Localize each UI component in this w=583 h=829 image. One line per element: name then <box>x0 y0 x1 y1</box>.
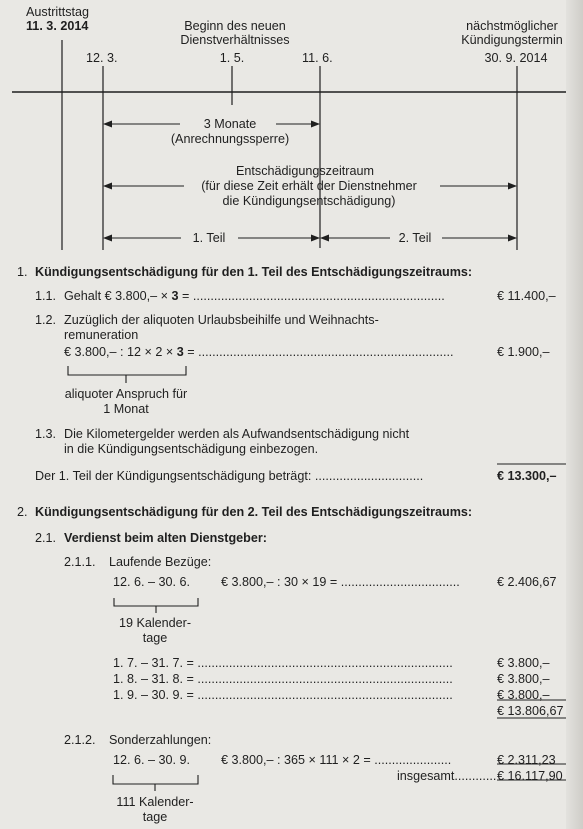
termin-date: 30. 9. 2014 <box>484 51 548 65</box>
mark-12-3: 12. 3. <box>86 51 118 65</box>
s11-number: 1.1. <box>35 289 57 303</box>
row3-value: € 3.800,– <box>497 672 550 686</box>
row5-calc: € 3.800,– : 365 × 111 × 2 = <box>221 753 371 767</box>
total1-value: € 13.300,– <box>497 469 557 483</box>
ez-line-2: (für diese Zeit erhält der Dienstnehmer <box>201 179 417 193</box>
kal19-bracket <box>114 598 198 613</box>
teil-2-label: 2. Teil <box>398 231 432 245</box>
section1-number: 1. <box>17 265 28 279</box>
row1-period: 12. 6. – 30. 6. <box>113 575 191 589</box>
section1-title: Kündigungsentschädigung für den 1. Teil des Entschädigungszeitraums: <box>35 265 473 279</box>
kal19-line-2: tage <box>142 631 168 645</box>
row1-calc-row <box>221 575 460 590</box>
kal111-line-1: 111 Kalender- <box>116 795 194 809</box>
row5-calc-row <box>221 753 451 768</box>
total1-label: Der 1. Teil der Kündigungsentschädigung beträgt: <box>35 469 312 483</box>
termin-label-2: Kündigungstermin <box>461 33 563 47</box>
row4-period: 1. 9. – 30. 9. = <box>113 688 194 702</box>
s12-line-3-pre: € 3.800,– : 12 × 2 × <box>64 345 177 359</box>
s21-title: Verdienst beim alten Dienstgeber: <box>64 531 267 545</box>
s212-title: Sonderzahlungen: <box>109 733 212 747</box>
s11-text-pre: Gehalt € 3.800,– × <box>64 289 172 303</box>
row3-period: 1. 8. – 31. 8. = <box>113 672 194 686</box>
leader-dots: ............ <box>454 769 497 783</box>
termin-label-1: nächstmöglicher <box>466 19 558 33</box>
leader-dots: ...................... <box>374 753 452 767</box>
beginn-label-1: Beginn des neuen <box>184 19 286 33</box>
insgesamt-row <box>397 769 496 784</box>
row5-period: 12. 6. – 30. 9. <box>113 753 191 767</box>
row4-value: € 3.800,– <box>497 688 550 702</box>
mark-11-6: 11. 6. <box>302 51 333 65</box>
row1-value: € 2.406,67 <box>497 575 557 589</box>
aliquot-line-1: aliquoter Anspruch für <box>64 387 188 401</box>
kal111-bracket <box>113 775 198 791</box>
leader-dots: ......................................................................... <box>197 672 453 686</box>
section2-number: 2. <box>17 505 28 519</box>
kal19-line-1: 19 Kalender- <box>118 616 192 630</box>
s211-number: 2.1.1. <box>64 555 96 569</box>
s211-title: Laufende Bezüge: <box>109 555 212 569</box>
subtotal-value: € 13.806,67 <box>497 704 564 718</box>
sperre-line-2: (Anrechnungssperre) <box>170 132 290 146</box>
row2-row <box>113 656 453 671</box>
insgesamt-label: insgesamt <box>397 769 455 783</box>
s12-line-2: remuneration <box>64 328 139 342</box>
row1-calc: € 3.800,– : 30 × 19 = <box>221 575 338 589</box>
ez-line-3: die Kündigungsentschädigung) <box>222 194 396 208</box>
ez-line-1: Entschädigungszeitraum <box>236 164 374 178</box>
s11-text <box>64 289 445 304</box>
total1-row <box>35 469 423 484</box>
s21-number: 2.1. <box>35 531 57 545</box>
leader-dots: ......................................................................... <box>197 656 453 670</box>
s12-number: 1.2. <box>35 313 57 327</box>
leader-dots: ........................................................................ <box>192 289 445 303</box>
aliquot-line-2: 1 Monat <box>103 402 149 416</box>
austrittstag-date: 11. 3. 2014 <box>26 19 89 33</box>
beginn-label-2: Dienstverhältnisses <box>180 33 290 47</box>
s12-line-3-bold: 3 <box>176 345 184 359</box>
s212-number: 2.1.2. <box>64 733 96 747</box>
sperre-line-1: 3 Monate <box>203 117 257 131</box>
teil-1-label: 1. Teil <box>192 231 226 245</box>
aliquot-bracket <box>68 366 186 383</box>
s11-value: € 11.400,– <box>497 289 556 303</box>
section2-title: Kündigungsentschädigung für den 2. Teil des Entschädigungszeitraums: <box>35 505 473 519</box>
s13-number: 1.3. <box>35 427 57 441</box>
insgesamt-value: € 16.117,90 <box>497 769 563 783</box>
s13-line-2: in die Kündigungsentschädigung einbezogen. <box>64 442 319 456</box>
leader-dots: .................................. <box>340 575 460 589</box>
austrittstag-label: Austrittstag <box>26 5 89 19</box>
row3-row <box>113 672 453 687</box>
row4-row <box>113 688 453 703</box>
s11-text-post: = <box>178 289 193 303</box>
kal111-line-2: tage <box>142 810 168 824</box>
s12-line-1: Zuzüglich der aliquoten Urlaubsbeihilfe und Weihnachts- <box>64 313 379 327</box>
leader-dots: ......................................................................... <box>198 345 454 359</box>
s12-value: € 1.900,– <box>497 345 550 359</box>
s11-text-bold: 3 <box>171 289 179 303</box>
s12-line-3-post: = <box>183 345 195 359</box>
beginn-date: 1. 5. <box>219 51 245 65</box>
row5-value: € 2.311,23 <box>497 753 556 767</box>
s13-line-1: Die Kilometergelder werden als Aufwandsentschädigung nicht <box>64 427 410 441</box>
leader-dots: ......................................................................... <box>197 688 453 702</box>
row2-value: € 3.800,– <box>497 656 550 670</box>
row2-period: 1. 7. – 31. 7. = <box>113 656 194 670</box>
leader-dots: ............................... <box>314 469 424 483</box>
s12-line-3 <box>64 345 454 360</box>
